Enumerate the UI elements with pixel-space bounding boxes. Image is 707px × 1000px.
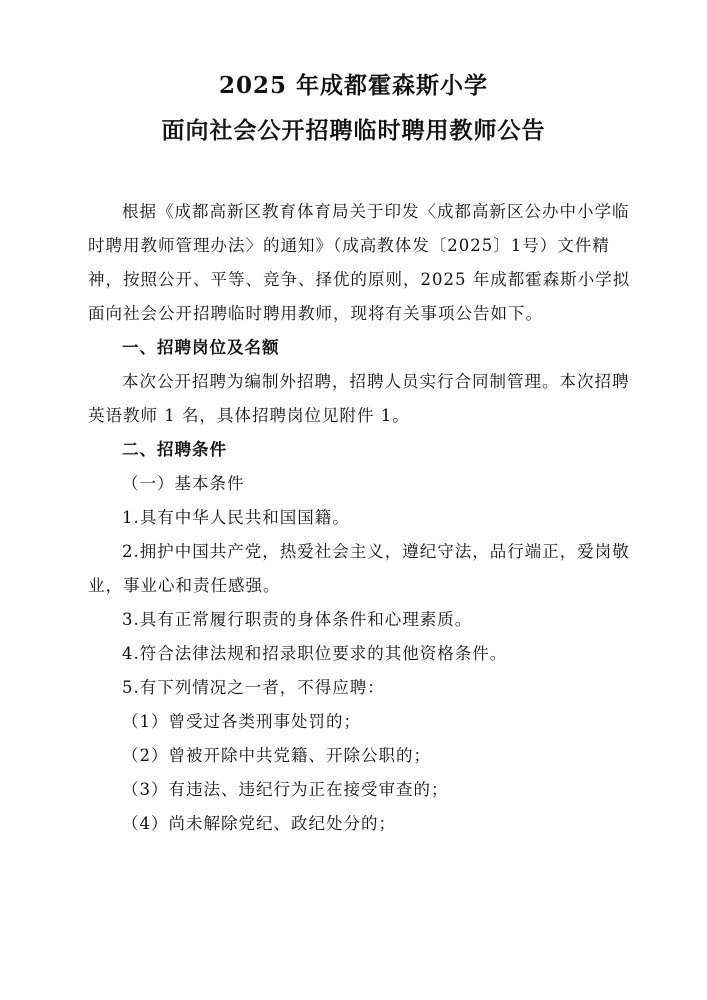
title-line-1: 2025 年成都霍森斯小学: [218, 72, 489, 99]
condition-item: 3.具有正常履行职责的身体条件和心理素质。: [122, 610, 473, 629]
exclusion-item: （2）曾被开除中共党籍、开除公职的；: [122, 746, 431, 765]
section-1-heading: 一、招聘岗位及名额: [122, 338, 280, 357]
intro-paragraph: 根据《成都高新区教育体育局关于印发〈成都高新区公办中小学临时聘用教师管理办法〉的通知》（成高教体发〔2025〕1号）文件精神，按照公开、平等、竞争、择优的原则，2025 年成都霍森斯小学拟面向社会公开招聘临时聘用教师，现将有关事项公告如下。: [88, 202, 631, 323]
section-1-text: 本次公开招聘为编制外招聘，招聘人员实行合同制管理。本次招聘英语教师 1 名，具体招聘岗位见附件 1。: [88, 372, 630, 425]
exclusion-item: （3）有违法、违纪行为正在接受审查的；: [122, 780, 449, 799]
condition-item: 4.符合法律法规和招录职位要求的其他资格条件。: [122, 644, 508, 663]
condition-item: 1.具有中华人民共和国国籍。: [122, 508, 350, 527]
condition-item: 2.拥护中国共产党，热爱社会主义，遵纪守法，品行端正，爱岗敬业，事业心和责任感强。: [88, 542, 630, 595]
document-body: [88, 195, 638, 841]
condition-item: 5.有下列情况之一者，不得应聘：: [122, 678, 385, 697]
exclusion-item: （4）尚未解除党纪、政纪处分的；: [122, 814, 396, 833]
exclusion-item: （1）曾受过各类刑事处罚的；: [122, 712, 361, 731]
basic-conditions-heading: （一）基本条件: [122, 474, 245, 493]
section-2-heading: 二、招聘条件: [122, 440, 227, 459]
title-line-2: 面向社会公开招聘临时聘用教师公告: [161, 117, 546, 144]
